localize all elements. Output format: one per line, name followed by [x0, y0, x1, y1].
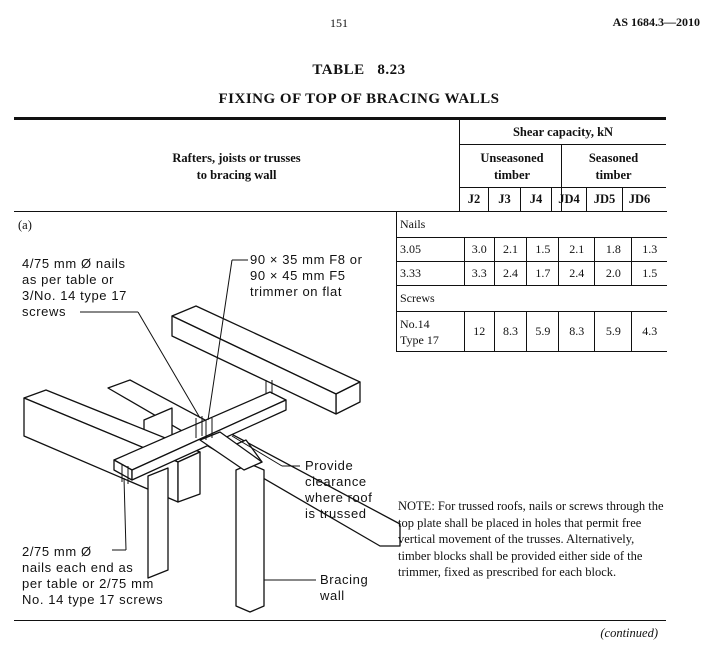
page-number: 151: [330, 16, 348, 30]
callout-nails: [22, 256, 127, 320]
row-label-line2: Type 17: [400, 332, 439, 347]
callout-line: 2/75 mm Ø: [22, 544, 92, 559]
seasoned-line1: Seasoned: [588, 151, 639, 165]
row-label-line1: No.14: [400, 316, 430, 331]
table-cell: 8.3: [494, 312, 527, 352]
callout-line: 90 × 45 mm F5: [250, 268, 346, 283]
table-cell: 5.9: [527, 312, 559, 352]
table-cell: 5.9: [595, 312, 632, 352]
callout-line: per table or 2/75 mm: [22, 576, 154, 591]
callout-wall: [320, 572, 368, 604]
callout-line: clearance: [305, 474, 367, 489]
table-number: TABLE 8.23: [312, 62, 406, 78]
unseasoned-line1: Unseasoned: [480, 151, 544, 165]
grade-jd5: JD5: [587, 188, 623, 211]
grade-jd6: JD6: [628, 192, 651, 206]
callout-line: nails each end as: [22, 560, 134, 575]
callout-line: 90 × 35 mm F8 or: [250, 252, 363, 267]
seasoned-line2: timber: [595, 168, 632, 182]
callout-line: No. 14 type 17 screws: [22, 592, 164, 607]
callout-clearance: [305, 458, 372, 522]
column-header-left-line2: to bracing wall: [196, 168, 277, 182]
grade-j4: J4: [521, 188, 552, 211]
grade-jd4: JD4: [552, 188, 587, 211]
callout-line: is trussed: [305, 506, 367, 521]
callout-line: as per table or: [22, 272, 115, 287]
section-heading-nails: Nails: [397, 212, 668, 238]
table-cell: 3.3: [464, 262, 494, 286]
standard-reference: AS 1684.3—2010: [612, 15, 700, 29]
grade-j3: J3: [489, 188, 521, 211]
continued-label: (continued): [600, 626, 658, 640]
row-label: 3.05: [397, 238, 465, 262]
callout-line: Provide: [305, 458, 354, 473]
callout-line: wall: [320, 588, 345, 603]
table-cell: 3.0: [464, 238, 494, 262]
row-label: 3.33: [397, 262, 465, 286]
callout-trimmer: [250, 252, 363, 300]
column-header-left-line1: Rafters, joists or trusses: [172, 151, 301, 165]
section-heading-screws: Screws: [397, 286, 668, 312]
table-cell: 2.1: [559, 238, 595, 262]
callout-line: Bracing: [320, 572, 369, 587]
callout-line: screws: [22, 304, 67, 319]
table-cell: 2.4: [559, 262, 595, 286]
stud-right: [236, 464, 264, 612]
table-cell: 8.3: [559, 312, 595, 352]
callout-line: trimmer on flat: [250, 284, 343, 299]
table-note: NOTE: For trussed roofs, nails or screws through the top plate shall be placed in holes that permit free vertical movement of the trusses. Alternatively, timber blocks shall be provided either side of the trimmer, fixed as prescribed for each block.: [398, 499, 664, 580]
unseasoned-line2: timber: [493, 168, 531, 182]
table-cell: 1.5: [632, 262, 667, 286]
grade-j2: J2: [460, 188, 489, 211]
callout-line: where roof: [305, 490, 373, 505]
table-title: FIXING OF TOP OF BRACING WALLS: [218, 91, 500, 107]
table-cell: 2.4: [494, 262, 527, 286]
part-label: (a): [18, 218, 32, 232]
table-cell: 12: [464, 312, 494, 352]
table-cell: 1.7: [527, 262, 559, 286]
table-cell: 1.5: [527, 238, 559, 262]
callout-line: 4/75 mm Ø nails: [22, 256, 126, 271]
callout-end-nails: [22, 544, 163, 608]
bottom-rule: [14, 620, 666, 621]
table-cell: 1.3: [632, 238, 667, 262]
callout-line: 3/No. 14 type 17: [22, 288, 127, 303]
table-cell: 2.1: [494, 238, 527, 262]
shear-capacity-header: Shear capacity, kN: [512, 125, 614, 139]
table-cell: 1.8: [595, 238, 632, 262]
table-cell: 2.0: [595, 262, 632, 286]
table-cell: 4.3: [632, 312, 667, 352]
